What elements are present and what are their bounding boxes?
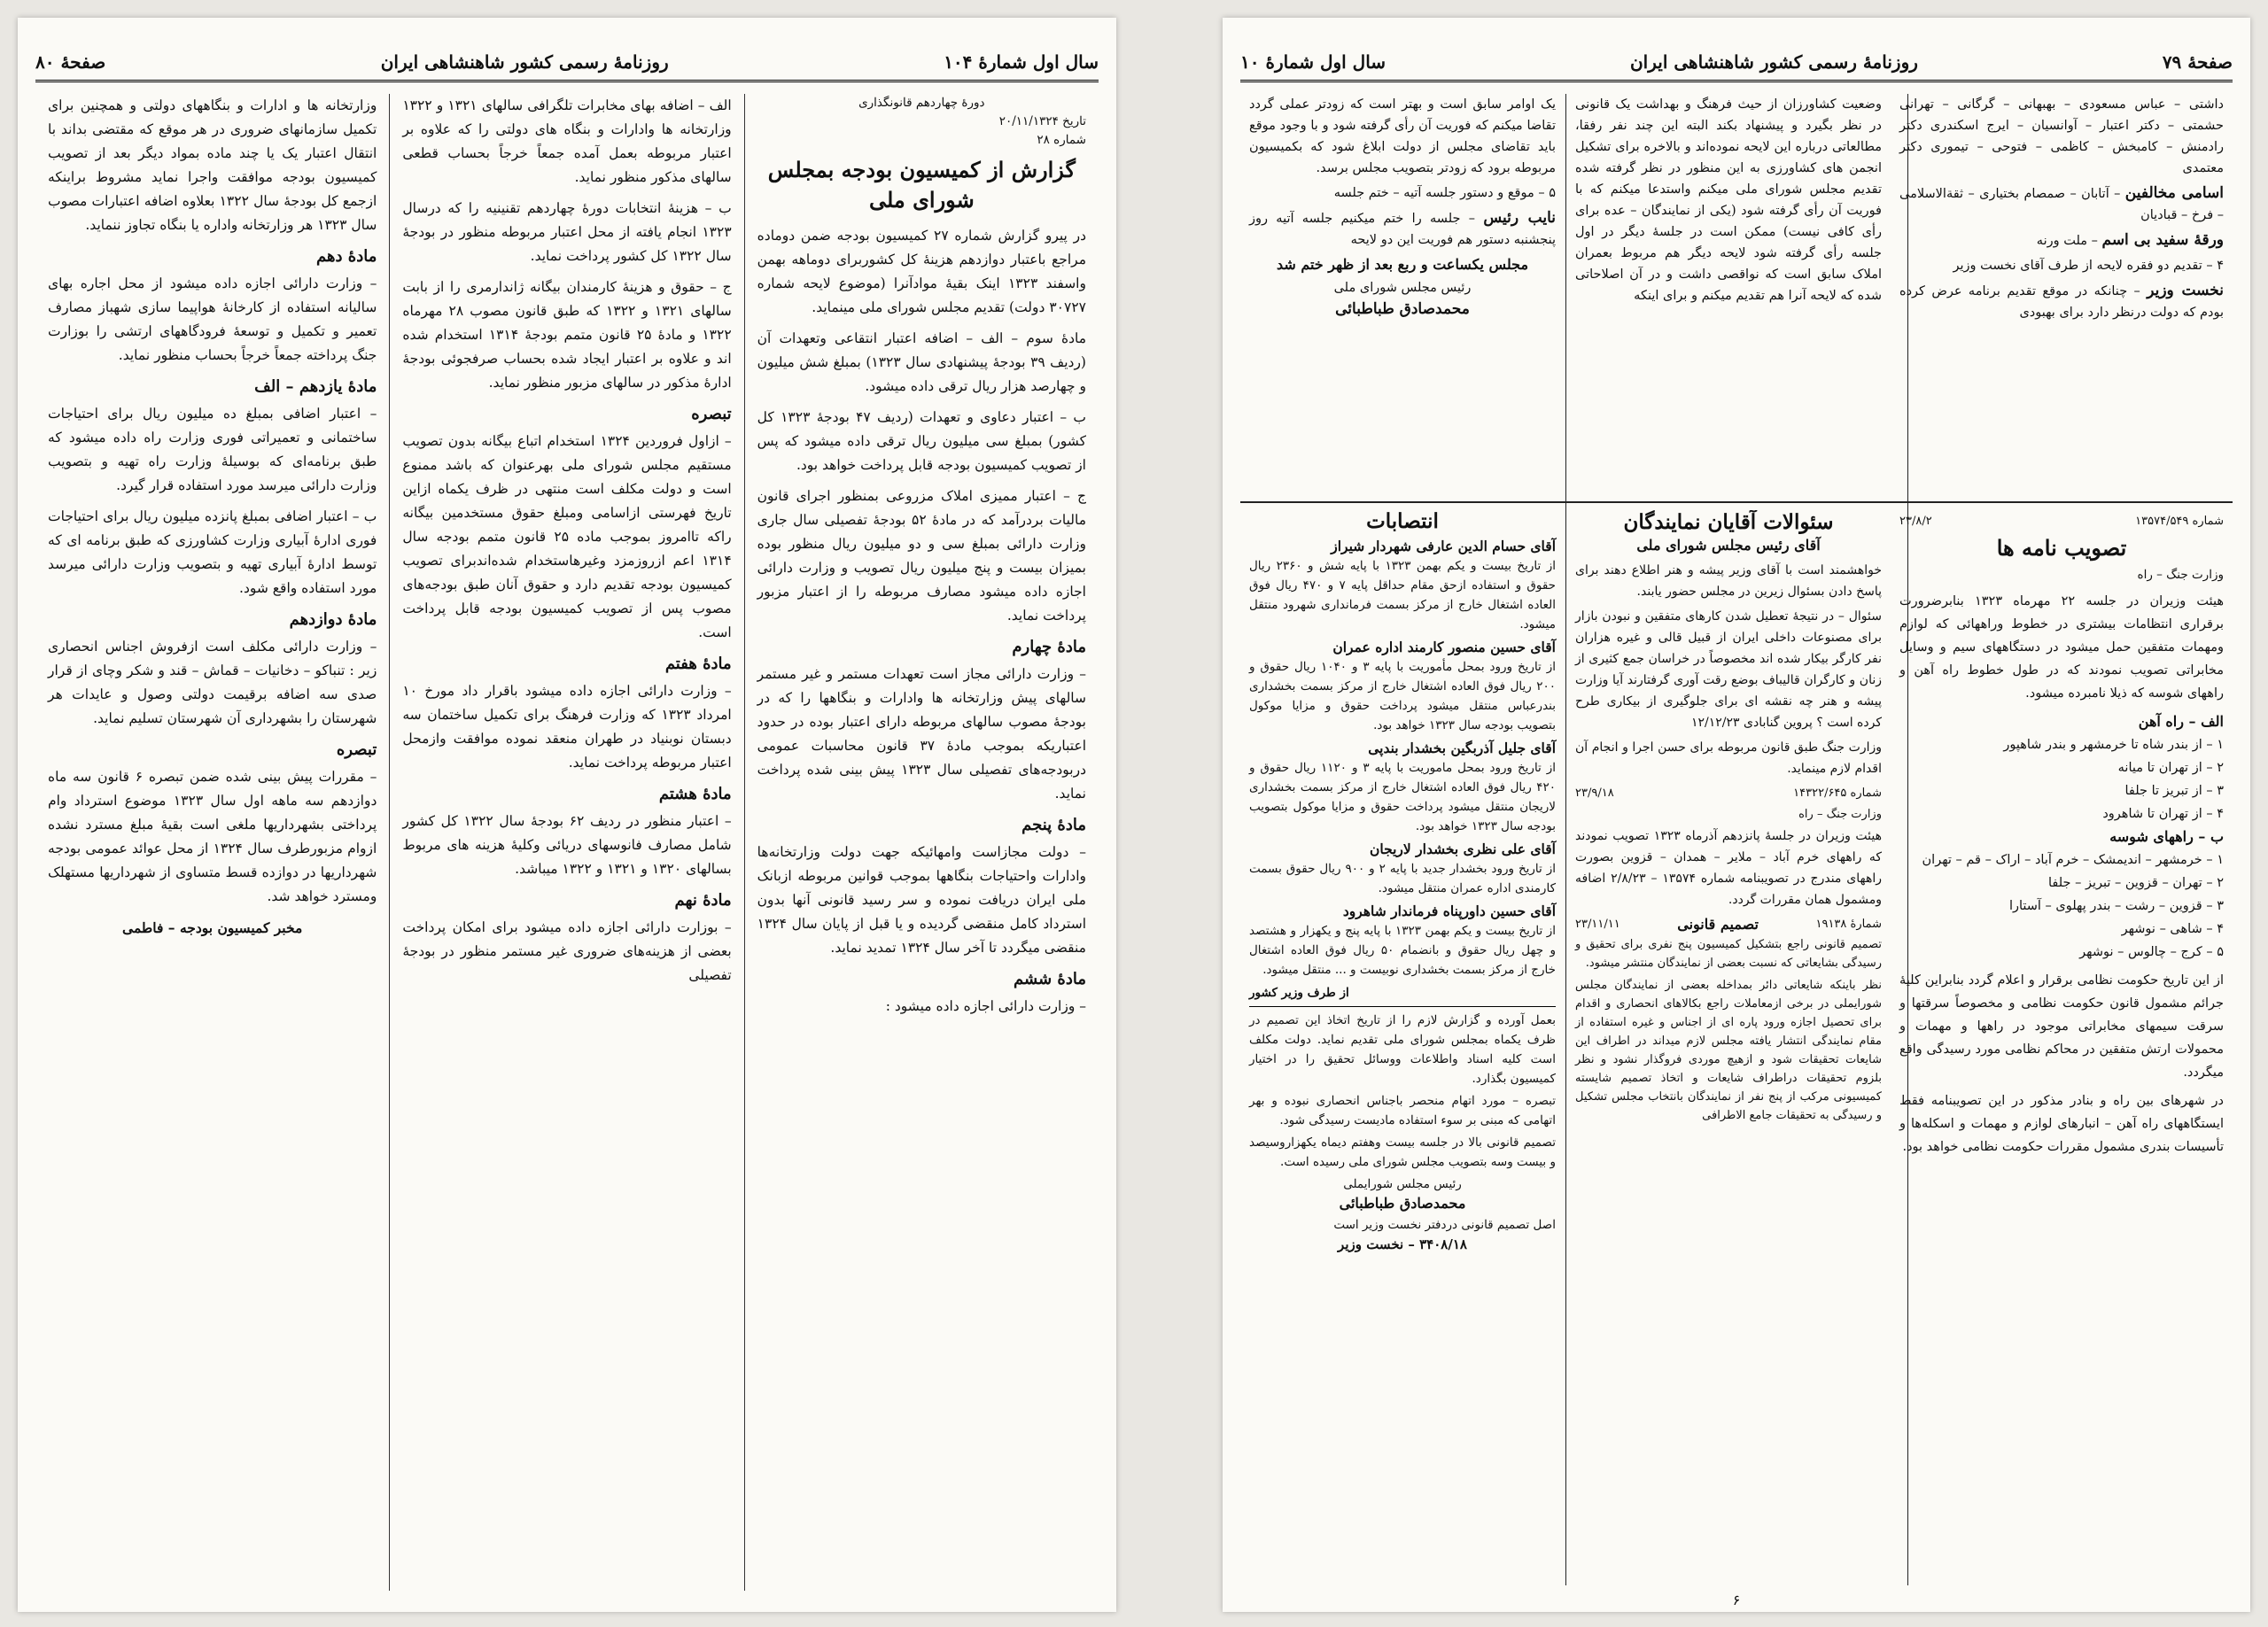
paragraph: ۴ – تقدیم دو فقره لایحه از طرف آقای نخست وزیر (1953, 259, 2224, 273)
paragraph: – وزارت دارائی مجاز است تعهدات مستمر و غیر مستمر سالهای پیش وزارتخانه ها وادارات و بنگاهها را که در بودجهٔ مصوب سالهای مربوطه دارای اعتبار بوده در حدود اعتباریکه بموجب مادهٔ ۳۷ قانون محاسبات عمومی دربودجه‌های تفصیلی سال ۱۳۲۳ پیش بینی شده پرداخت نماید. (757, 666, 1087, 802)
paragraph: داشتی – عباس مسعودی – بهبهانی – گرگانی – تهرانی حشمتی – دکتر اعتبار – آوانسیان – ایرج اسکندری دکتر رادمنش – کامبخش – کاظمی – فتوحی – تیموری دکتر معتمدی (1899, 97, 2224, 175)
list-item: ۲ – از تهران تا میانه (2117, 761, 2224, 775)
paragraph: ب – هزینهٔ انتخابات دورهٔ چهاردهم تقنینیه را که درسال ۱۳۲۳ انجام یافته از محل اعتبار مربوطه منظور در بودجهٔ سال ۱۳۲۲ کل کشور پرداخت نماید. (402, 200, 732, 264)
appointee: آقای حسام الدین عارفی شهردار شیراز (1331, 538, 1556, 554)
paragraph: از تاریخ بیست و یکم بهمن ۱۳۲۳ با پایه شش و ۲۳۶۰ ریال حقوق و استفاده ازحق مقام حداقل پایه ۷ و ۴۷۰ ریال فوق العاده اشتغال خارج از مرکز بسمت فرمانداری شهرود منتقل میشود. (1249, 559, 1556, 631)
column-appointments (1240, 510, 1565, 1585)
heading: ب – راههای شوسه (2109, 828, 2224, 845)
article-heading: مادهٔ چهارم (1012, 638, 1086, 656)
appointee: آقای حسین داورپناه فرماندار شاهرود (1342, 903, 1556, 919)
left-page-header (35, 44, 1099, 82)
list-item: ۳ – از تبریز تا جلفا (2124, 784, 2224, 798)
list-item: ۳ – قزوین – رشت – بندر پهلوی – آستارا (2008, 899, 2224, 913)
paragraph: – آتابان – صمصام بختیاری – ثقة‌الاسلامی – فرخ – قبادیان (1899, 187, 2224, 222)
right-page-header (1240, 44, 2233, 82)
paragraph: وضعیت کشاورزان از حیث فرهنگ و بهداشت یک قانونی در نظر بگیرد و پیشنهاد بکند البته این چند نفر رفقا، مطالعاتی درباره این لایحه نموده‌اند و بالاخره برای تشکیل انجمن های کشاورزی به این منظور در نظر گرفته شده تقدیم مجلس شورای ملی میکنم واستدعا میکنم که با فوریت آن رأی گرفته شود (یکی از نمایندگان – عده برای رأی کافی نیست) ممکن است در جلسهٔ دیگر در اول جلسه رأی گرفته شود لایحه دیگر هم مربوط بعمران املاک سابق است که نواقصی داشت و در آن اصلاحاتی شده که لایحه آنرا هم تقدیم میکنم و برای اینکه (1575, 97, 1882, 303)
appointee: آقای علی نظری بخشدار لاریجان (1370, 841, 1556, 857)
heading: الف – راه آهن (2138, 713, 2224, 730)
report-title: گزارش از کمیسیون بودجه بمجلس شورای ملی (767, 157, 1076, 213)
number-line: شماره ۲۸ (1037, 133, 1086, 147)
list-item: ۵ – کرج – چالوس – نوشهر (2079, 945, 2224, 959)
paragraph: – وزارت دارائی اجازه داده میشود باقرار داد مورخ ۱۰ امرداد ۱۳۲۳ که وزارت فرهنگ برای تکمیل ساختمان سه دبستان نوبنیاد در طهران منعقد نموده موافقت وازمحل اعتبار مربوطه پرداخت نماید. (402, 683, 732, 771)
decree-date: ۲۳/۸/۲ (1899, 515, 1932, 528)
paragraph: از تاریخ ورود بخشدار جدید با پایه ۲ و ۹۰۰ ریال حقوق بسمت کارمندی اداره عمران منتقل میشود. (1249, 862, 1557, 895)
article-heading: مادهٔ دوازدهم (289, 610, 377, 629)
section-title: تصویب نامه ها (1996, 535, 2127, 561)
paragraph: وزارت جنگ طبق قانون مربوطه برای حسن اجرا و انجام آن اقدام لازم مینماید. (1575, 740, 1882, 776)
page-number: ۶ (1732, 1592, 1741, 1608)
list-item: ۲ – تهران – قزوین – تبریز – جلفا (2047, 876, 2224, 890)
paragraph: خواهشمند است با آقای وزیر پیشه و هنر اطلاع دهند برای پاسخ دادن بسئوال زیرین در مجلس حضور یابند. (1575, 563, 1882, 599)
article-heading: مادهٔ یازدهم – الف (254, 377, 377, 396)
session-closed: مجلس یکساعت و ربع بعد از ظهر ختم شد (1276, 256, 1529, 273)
decree-number: شماره ۱۳۵۷۴/۵۴۹ (2135, 515, 2224, 528)
subheading: وزارت جنگ – راه (2137, 568, 2224, 582)
heading: نخست وزیر (2147, 282, 2225, 299)
paragraph: هیئت وزیران در جلسهٔ پانزدهم آذرماه ۱۳۲۳ تصویب نمودند که راههای خرم آباد – ملایر – همدان – قزوین بصورت راههای مندرج در تصویبنامه شماره ۱۳۵۷۴ – ۲/۸/۲۳ اضافه ومشمول همان مقررات گردد. (1575, 829, 1883, 907)
decree-number: شماره ۱۴۳۲۲/۶۴۵ (1793, 786, 1882, 800)
top-col-left (1240, 94, 1565, 492)
paragraph: الف – اضافه بهای مخابرات تلگرافی سالهای ۱۳۲۱ و ۱۳۲۲ وزارتخانه ها وادارات و بنگاه های دولتی را که علاوه بر اعتبار مربوطه بعمل آمده جمعاً خرجاً بحساب قطعی سالهای مذکور منظور نماید. (402, 97, 732, 185)
column-decrees (1891, 510, 2233, 1585)
paragraph: تصمیم قانونی بالا در جلسه بیست وهفتم دیماه یکهزاروسیصد و بیست وسه بتصویب مجلس شورای ملی رسیده است. (1249, 1135, 1556, 1169)
paragraph: – جلسه را ختم میکنیم جلسه آتیه روز پنجشنبه دستور هم فوریت این دو لایحه (1249, 212, 1556, 247)
article-heading: مادهٔ هشتم (658, 785, 732, 803)
paragraph: یک اوامر سابق است و بهتر است که زودتر عملی گردد تقاضا میکنم که فوریت آن رأی گرفته شود و با وجود موقع باید تقاضای مجلس از دولت ابلاغ شود که بکمیسیون مربوطه برود که زودتر بتصویب مجلس برسد. (1249, 97, 1556, 175)
paragraph: رئیس مجلس شورای ملی (1333, 281, 1472, 295)
list-item: ۱ – از بندر شاه تا خرمشهر و بندر شاهپور (2003, 738, 2224, 752)
article-heading: تبصره (691, 405, 732, 423)
paragraph: تبصره – مورد اتهام منحصر باجناس انحصاری نبوده و بهر اتهامی که مبنی بر سوء استفاده مادیست رسیدگی شود. (1249, 1094, 1556, 1127)
reporter-signature: مخبر کمیسیون بودجه – فاطمی (122, 919, 303, 936)
paragraph: ج – اعتبار ممیزی املاک مزروعی بمنظور اجرای قانون مالیات بردرآمد که در مادهٔ ۵۲ بودجهٔ تفصیلی سال جاری وزارت دارائی بمبلغ سی و دو میلیون ریال منظور بوده بمیزان بیست و پنج میلیون ریال تصویب و وزارت دارائی اجازه داده میشود مصارف مربوطه را از اعتبار مزبور پرداخت نماید. (757, 488, 1087, 624)
left-page (18, 18, 1116, 1612)
paragraph: وزارتخانه ها و ادارات و بنگاههای دولتی و همچنین برای تکمیل سازمانهای ضروری در هر موقع که مقتضی بداند با انتقال اعتبار یک یا چند ماده بمواد دیگر بعد از تصویب کمیسیون بودجه موافقت واجرا نماید مشروط براینکه ازجمع کل بودجهٔ سال ۱۳۲۲ بعلاوه اضافه اعتبارات مصوب سال ۱۳۲۳ هر وزارتخانه واداره یا بنگاه تجاوز ننماید. (48, 97, 377, 233)
heading: ورقهٔ سفید بی اسم (2101, 231, 2224, 249)
subheading: وزارت جنگ – راه (1798, 808, 1882, 821)
article-heading: تبصره (336, 740, 377, 759)
appointee: آقای حسین منصور کارمند اداره عمران (1332, 639, 1556, 655)
section-title: انتصابات (1366, 510, 1439, 533)
paragraph: ب – اعتبار دعاوی و تعهدات (ردیف ۴۷ بودجهٔ ۱۳۲۳ کل کشور) بمبلغ سی میلیون ریال ترقی داده میشود که پس از تصویب کمیسیون بودجه قابل پرداخت خواهد بود. (757, 409, 1087, 473)
paragraph: – اعتبار اضافی بمبلغ ده میلیون ریال برای احتیاجات ساختمانی و تعمیراتی فوری وزارت راه داده میشود که طبق برنامه‌ای که بوسیلهٔ وزارت راه تهیه و بتصویب وزارت دارائی میرسد مورد استفاده قرار گیرد. (48, 406, 377, 493)
signature: ۳۴۰۸/۱۸ – نخست وزیر (1338, 1236, 1467, 1252)
list-item: ۴ – از تهران تا شاهرود (2102, 807, 2224, 821)
article-heading: مادهٔ ششم (1014, 970, 1086, 988)
issue-label: سال اول شمارهٔ ۱۰۴ (944, 51, 1099, 73)
paragraph: از تاریخ بیست و یکم بهمن ۱۳۲۳ با پایه پنج و یکهزار و هشتصد و چهل ریال حقوق و بانضمام ۵۰ ریال فوق العاده اشتغال خارج از مرکز بسمت بخشداری نوبیست و ... منتقل میشود. (1249, 924, 1556, 977)
page-label: صفحهٔ ۷۹ (2162, 51, 2233, 73)
paragraph: بعمل آورده و گزارش لازم را از تاریخ اتخاذ این تصمیم در ظرف یکماه بمجلس شورای ملی تقدیم نماید. دولت مکلف است کلیه اسناد واطلاعات ووسائل تحقیق را در اختیار کمیسیون بگذارد. (1249, 1013, 1556, 1086)
signature: محمدصادق طباطبائی (1335, 300, 1470, 318)
article-heading: مادهٔ هفتم (664, 655, 732, 673)
heading: اسامی مخالفین (2124, 184, 2225, 202)
left-page-columns (35, 94, 1099, 1591)
column-articles-left (35, 94, 389, 1591)
article-heading: مادهٔ دهم (316, 247, 377, 266)
paragraph: – بوزارت دارائی اجازه داده میشود برای امکان پرداخت بعضی از هزینه‌های ضروری غیر مستمر منظور در بودجهٔ تفصیلی (402, 919, 732, 983)
paragraph: تصمیم قانونی راجع بتشکیل کمیسیون پنج نفری برای تحقیق و رسیدگی بشایعاتی که نسبت بعضی از نمایندگان منتشر میشود. (1575, 938, 1882, 970)
paragraph: – چنانکه در موقع تقدیم برنامه عرض کرده بودم که دولت درنظر دارد برای بهبودی (1899, 284, 2224, 320)
paragraph: مادهٔ سوم – الف – اضافه اعتبار انتقاعی وتعهدات آن (ردیف ۳۹ بودجهٔ پیشنهادی سال ۱۳۲۳) بمبلغ شش میلیون و چهارصد هزار ریال ترقی داده میشود. (757, 330, 1086, 394)
date-line: تاریخ ۲۰/۱۱/۱۳۲۴ (998, 114, 1086, 128)
paragraph: ۵ – موقع و دستور جلسه آتیه – ختم جلسه (1333, 186, 1556, 200)
paragraph: – وزارت دارائی اجازه داده میشود از محل اجاره بهای سالیانه استفاده از کارخانهٔ هواپیما سازی شهباز مصارف تعمیر و تکمیل و توسعهٔ فرودگاههای ارتشی را بوزارت جنگ پرداخته جمعاً خرجاً بحساب منظور نماید. (48, 275, 377, 363)
signature: محمدصادق طباطبائی (1339, 1195, 1466, 1212)
paragraph: – وزارت دارائی مکلف است ازفروش اجناس انحصاری زیر : تنباکو – دخانیات – قماش – قند و شکر وچای از قرار صدی سه اضافه برقیمت دولتی وصول و عایدات هر شهرستان را بشهرداری آن شهرستان تسلیم نماید. (48, 639, 377, 726)
page-label: صفحهٔ ۸۰ (35, 51, 106, 73)
decree-date: ۲۳/۹/۱۸ (1575, 786, 1614, 800)
session-line: دورهٔ چهاردهم قانونگذاری (858, 96, 985, 110)
decision-date: ۲۳/۱۱/۱۱ (1575, 918, 1620, 931)
paragraph: از تاریخ ورود بمحل مأموریت با پایه ۳ و ۱۰۴۰ ریال حقوق و ۲۰۰ ریال فوق العاده اشتغال خارج از مرکز بسمت بخشداری بندرعباس منتقل میشود پرداخت حقوق و مزایا موکول بتصویب بودجه سال ۱۳۲۳ خواهد بود. (1249, 660, 1556, 732)
top-col-right (1891, 94, 2233, 492)
paragraph: – دولت مجازاست وامهائیکه جهت دولت وزارتخانه‌ها وادارات واحتیاجات بنگاهها بموجب قوانین مربوطه ازبانک ملی ایران دریافت نموده و سر رسید قانونی آنها بدون استرداد کامل منقضی گردیده و یا قبل از پایان سال ۱۳۲۴ منقضی میگردد تا آخر سال ۱۳۲۴ تمدید نماید. (757, 844, 1086, 956)
appointee: آقای جلیل آذربگین بخشدار بندپی (1368, 740, 1556, 756)
decision-number: شمارهٔ ۱۹۱۳۸ (1815, 918, 1882, 931)
paragraph: از تاریخ ورود بمحل ماموریت با پایه ۳ و ۱۱۲۰ ریال حقوق و ۴۲۰ ریال فوق العاده اشتغال خارج از مرکز بسمت بخشداری لاریجان منتقل میشود پرداخت حقوق و مزایا موکول بتصویب بودجه سال ۱۳۲۳ خواهد بود. (1249, 761, 1556, 833)
paragraph: سئوال – در نتیجهٔ تعطیل شدن کارهای متفقین و نبودن بازار برای مصنوعات داخلی ایران از قبیل قالی و غیره هزاران نفر کارگر بیکار شده اند مخصوصاً در خراسان جمع کثیری از زنان و کارگران قالیباف بوضع رقت آوری گرفتارند آیا وزارت پیشه و هنر چه نقشه ای برای جلوگیری از بیکاری طرح کرده است ؟ پروین گنابادی ۱۲/۱۲/۲۳ (1575, 609, 1882, 730)
issuer: از طرف وزیر کشور (1249, 986, 1349, 1000)
column-articles-mid (389, 94, 743, 1591)
list-item: ۴ – شاهی – نوشهر (2121, 922, 2224, 936)
paragraph: – وزارت دارائی اجازه داده میشود : (885, 998, 1086, 1014)
addressee: آقای رئیس مجلس شورای ملی (1636, 537, 1821, 554)
issue-label: سال اول شمارهٔ ۱۰ (1240, 51, 1386, 73)
paragraph: در شهرهای بین راه و بنادر مذکور در این تصویبنامه فقط ایستگاههای راه آهن – انبارهای لوازم و مهمات و اسکله‌ها و تأسیسات بندری مشمول مقررات حکومت نظامی خواهد بود. (1899, 1094, 2224, 1154)
paragraph: هیئت وزیران در جلسه ۲۲ مهرماه ۱۳۲۳ بنابرضرورت برقراری انتظامات بیشتری در خطوط وراههائی که لوازم ومهمات متفقین حمل میشود در دستگاههای سیم و وسایل مخابراتی تصویب نمودند که در طول خطوط راه آهن و راههای شوسه که ذیلا نامبرده میشود. (1899, 594, 2224, 701)
article-heading: مادهٔ پنجم (1021, 816, 1086, 834)
heading: تصمیم قانونی (1677, 916, 1759, 933)
right-page (1223, 18, 2250, 1612)
paragraph: – ملت ورنه (2036, 234, 2098, 248)
paragraph: – اعتبار منظور در ردیف ۶۲ بودجهٔ سال ۱۳۲۲ کل کشور شامل مصارف فانوسهای دریائی وکلیهٔ هزینه های مربوط بسالهای ۱۳۲۰ و ۱۳۲۱ و ۱۳۲۲ میباشد. (402, 813, 732, 877)
paragraph: از این تاریخ حکومت نظامی برقرار و اعلام گردد بنابراین کلیهٔ جرائم مشمول قانون حکومت نظامی و مخصوصاً سرقتها و سرقت سیمهای مخابراتی موجود در راهها و مهمات و محمولات ارتش متفقین در محاکم نظامی مورد رسیدگی واقع میگردد. (1899, 973, 2224, 1080)
list-item: ۱ – خرمشهر – اندیمشک – خرم آباد – اراک – قم – تهران (1922, 853, 2224, 867)
paragraph: – مقررات پیش بینی شده ضمن تبصره ۶ قانون سه ماه دوازدهم سه ماهه اول سال ۱۳۲۳ موضوع استرداد وام پرداختی بشهرداریها ملغی است بقیهٔ مبلغ مسترد نشده ازوام مزبورطرف سال ۱۳۲۴ از محل عوائد عمومی بودجه شهرداریها در دوازده قسط متساوی از شهرداریها مستهلک ومسترد خواهد شد. (48, 769, 377, 904)
paragraph: رئیس مجلس شورایملی (1343, 1177, 1462, 1191)
section-title: سئوالات آقایان نمایندگان (1623, 510, 1834, 534)
column-questions (1566, 510, 1891, 1585)
gazette-title: روزنامهٔ رسمی کشور شاهنشاهی ایران (1629, 51, 1918, 73)
section-divider (1240, 501, 2233, 503)
paragraph: اصل تصمیم قانونی دردفتر نخست وزیر است (1333, 1218, 1556, 1232)
top-col-middle (1566, 94, 1891, 492)
paragraph: ب – اعتبار اضافی بمبلغ پانزده میلیون ریال برای احتیاجات فوری ادارهٔ آبیاری وزارت کشاورزی که طبق برنامه ای که توسط ادارهٔ آبیاری تهیه و بتصویب وزارت دارائی میرسد مورد استفاده واقع شود. (48, 508, 377, 596)
paragraph: – ازاول فروردین ۱۳۲۴ استخدام اتباع بیگانه بدون تصویب مستقیم مجلس شورای ملی بهرعنوان که باشد ممنوع است و دولت مکلف است منتهی در ظرف یکماه ازاین تاریخ فهرستی ازاسامی ومبلغ حقوق مستخدمین بیگانه راکه تاامروز بموجب ماده ۲۵ قانون متمم بودجه سال ۱۳۱۴ اعم ازروزمزد وغیرهاستخدام شده‌اندبرای تصویب کمیسیون بودجه تقدیم دارد و حقوق آنان طبق بودجه‌های مصوب پس از تصویب کمیسیون بودجه قابل پرداخت است. (402, 433, 732, 640)
gazette-title: روزنامهٔ رسمی کشور شاهنشاهی ایران (380, 51, 669, 73)
heading: نایب رئیس (1483, 209, 1556, 227)
article-heading: مادهٔ نهم (674, 891, 732, 910)
paragraph: نظر باینکه شایعاتی دائر بمداخله بعضی از نمایندگان مجلس شورایملی در برخی ازمعاملات راجع بکالاهای انحصاری و اقدام برای تحصیل اجازه ورود پاره ای از اجناس و غیره استفاده از مقام نمایندگی انتشار یافته مجلس لازم میداند در اطراف این شایعات تحقیقات شود و ازهیچ موردی فروگذار نشود و نظر بلزوم تحقیقات دراطراف شایعات و اتخاذ تصمیم شایسته کمیسیونی مرکب از پنج نفر از نمایندگان بانتخاب مجلس تشکیل و رسیدگی به تحقیقات جامع الاطرافی (1575, 979, 1882, 1122)
column-budget-report (744, 94, 1099, 1591)
paragraph: ج – حقوق و هزینهٔ کارمندان بیگانه ژاندارمری را از بابت سالهای ۱۳۲۱ و ۱۳۲۲ که طبق قانون مصوب ۲۸ مهرماه ۱۳۲۲ و مادهٔ ۲۵ قانون متمم بودجهٔ ۱۳۱۴ استخدام شده اند و علاوه بر اعتبار ایجاد شده بحساب صرفجوئی بودجهٔ ادارهٔ مذکور در سالهای مزبور منظور نماید. (402, 279, 732, 391)
paragraph: در پیرو گزارش شماره ۲۷ کمیسیون بودجه ضمن دوماده مراجع باعتبار دوازدهم هزینهٔ کل کشوربرای دوماهه بهمن واسفند ۱۳۲۳ اینک بقیهٔ موادآنرا (موضوع لایحه شماره ۳۰۷۲۷ دولت) تقدیم مجلس شورای ملی مینماید. (757, 228, 1086, 315)
